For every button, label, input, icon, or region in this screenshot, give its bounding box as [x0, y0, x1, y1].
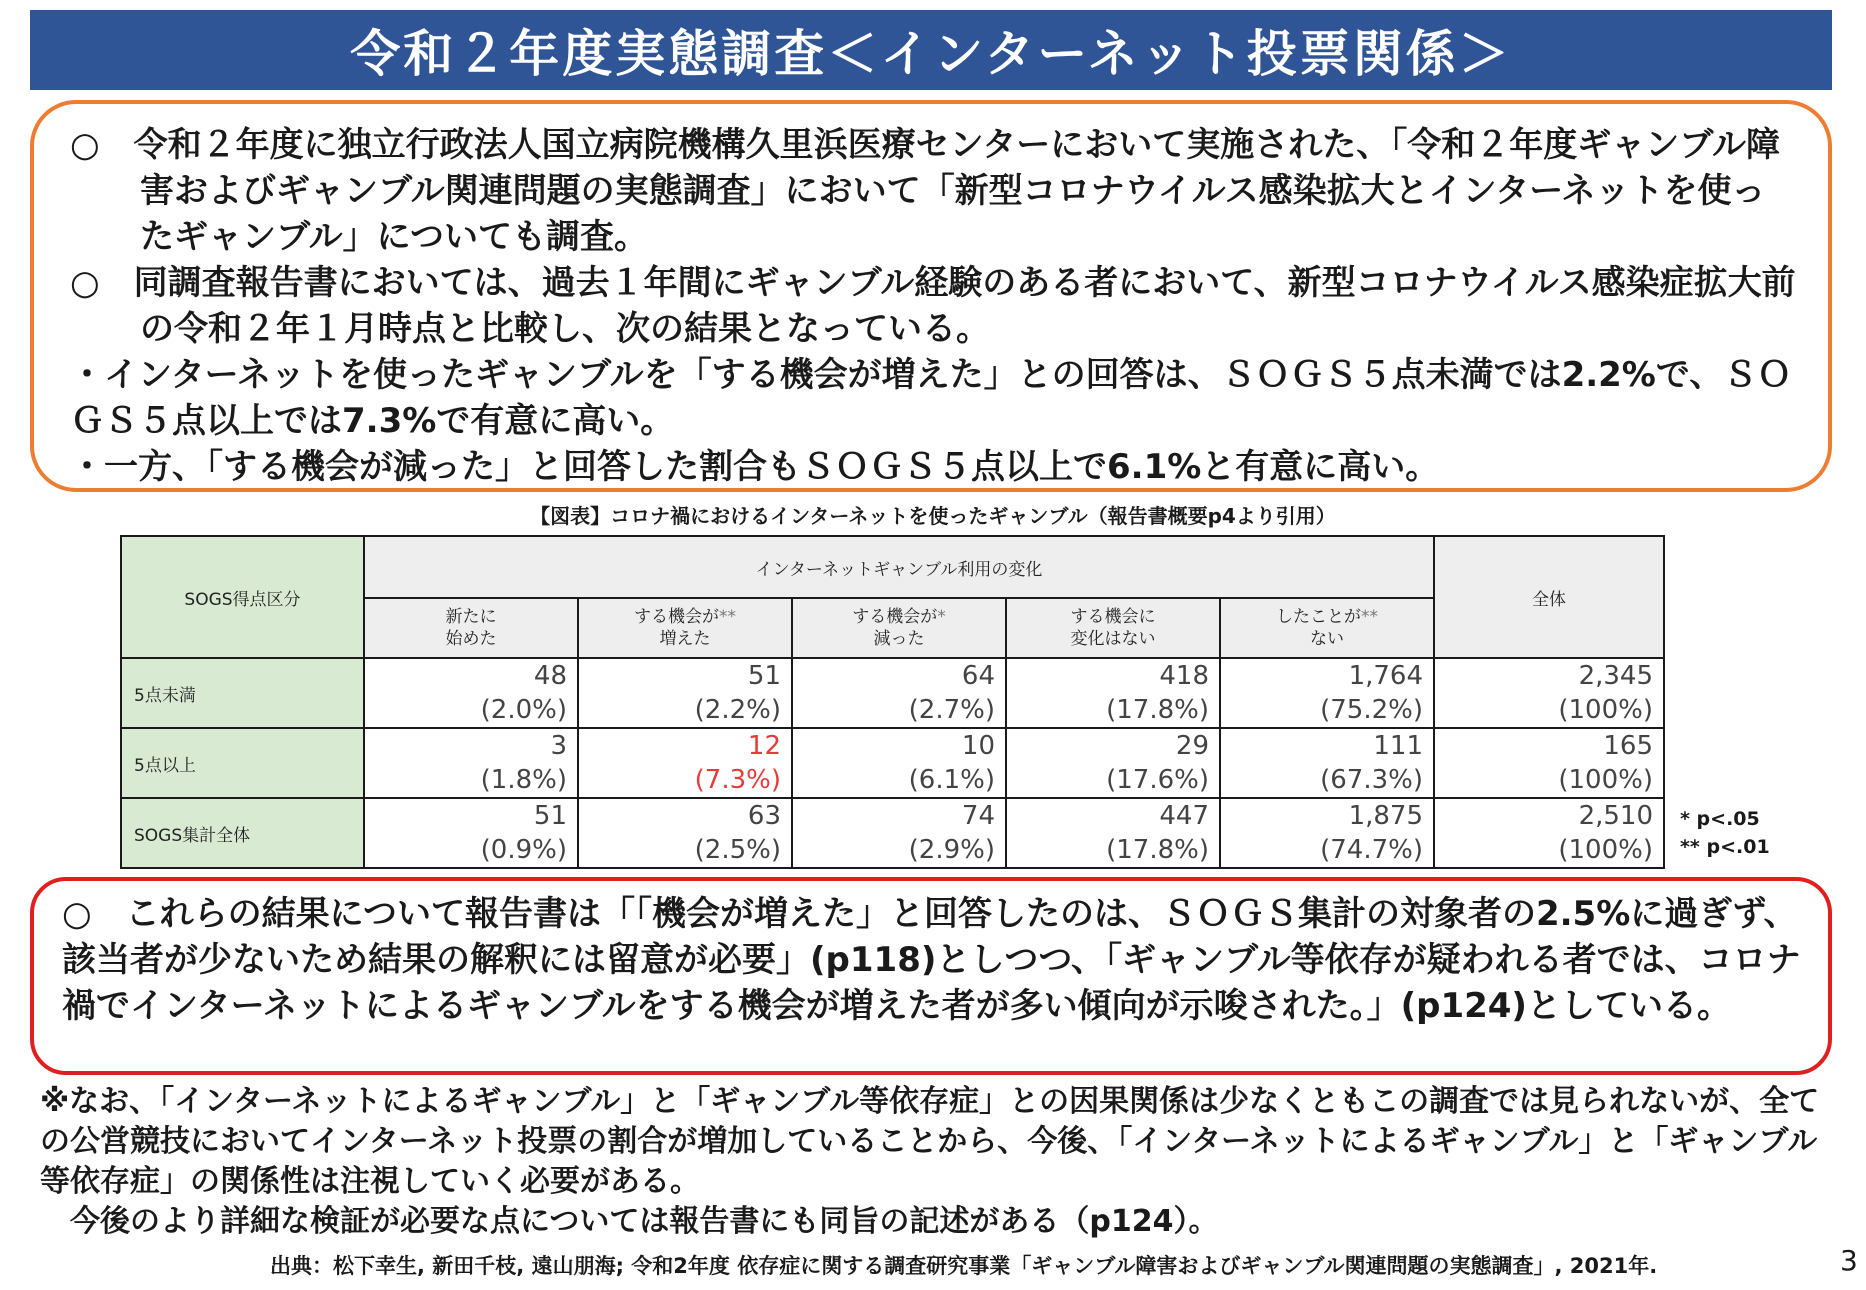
note-paragraph: ※なお、「インターネットによるギャンブル」と「ギャンブル等依存症」との因果関係は少なくともこの調査では見られないが、全ての公営競技においてインターネット投票の割合が増加していることから、今後、「インターネットによるギャンブル」と「ギャンブル等依存症」の関係性は注視していく必要がある。 [40, 1084, 1820, 1199]
table-cell: 29 (17.6%) [1006, 728, 1220, 798]
column-header: する機会が* 減った [792, 598, 1006, 658]
table-cell-highlighted: 12 (7.3%) [578, 728, 792, 798]
table-cell: 1,875 (74.7%) [1220, 798, 1434, 868]
results-table [120, 535, 1665, 869]
figure-caption: 【図表】コロナ禍におけるインターネットを使ったギャンブル（報告書概要p4より引用） [530, 504, 1336, 528]
slide-title: 令和２年度実態調査＜インターネット投票関係＞ [30, 10, 1832, 90]
header-usage-change: インターネットギャンブル利用の変化 [364, 536, 1434, 598]
row-label: 5点以上 [121, 728, 364, 798]
table-cell: 1,764 (75.2%) [1220, 658, 1434, 728]
summary-item-1: ○ 令和２年度に独立行政法人国立病院機構久里浜医療センターにおいて実施された、「令和２年度ギャンブル障害およびギャンブル関連問題の実態調査」において「新型コロナウイルス感染拡大とインターネットを使ったギャンブル」についても調査。 [70, 125, 1780, 257]
conclusion-text: ○ これらの結果について報告書は「「機会が増えた」と回答したのは、ＳＯＧＳ集計の対象者の2.5%に過ぎず、該当者が少ないため結果の解釈には留意が必要」(p118)としつつ、「ギャンブル等依存が疑われる者では、コロナ禍でインターネットによるギャンブルをする機会が増えた者が多い傾向が示唆された。」(p124)としている。 [62, 894, 1801, 1026]
table-cell: 418 (17.8%) [1006, 658, 1220, 728]
note-section [40, 1082, 1830, 1242]
table-cell: 48 (2.0%) [364, 658, 578, 728]
note-paragraph: 今後のより詳細な検証が必要な点については報告書にも同旨の記述がある（p124）。 [40, 1204, 1219, 1239]
table-cell: 63 (2.5%) [578, 798, 792, 868]
row-label: SOGS集計全体 [121, 798, 364, 868]
table-cell-total: 2,345 (100%) [1434, 658, 1664, 728]
table-cell: 111 (67.3%) [1220, 728, 1434, 798]
table-cell: 51 (0.9%) [364, 798, 578, 868]
column-header: する機会が** 増えた [578, 598, 792, 658]
table-cell-total: 165 (100%) [1434, 728, 1664, 798]
header-sogs-category: SOGS得点区分 [121, 536, 364, 658]
header-total: 全体 [1434, 536, 1664, 658]
row-label: 5点未満 [121, 658, 364, 728]
summary-item-4: ・一方、「する機会が減った」と回答した割合もＳＯＧＳ５点以上で6.1%と有意に高い。 [70, 447, 1440, 487]
table-cell: 3 (1.8%) [364, 728, 578, 798]
footnote-p05: * p<.05 [1680, 808, 1760, 830]
source-citation: 出典：松下幸生, 新田千枝, 遠山朋海; 令和2年度 依存症に関する調査研究事業「ギャンブル障害およびギャンブル関連問題の実態調査」, 2021年. [270, 1254, 1658, 1278]
table-row [121, 728, 1664, 798]
table-cell: 10 (6.1%) [792, 728, 1006, 798]
column-header: 新たに 始めた [364, 598, 578, 658]
summary-box [30, 100, 1832, 492]
column-header: したことが** ない [1220, 598, 1434, 658]
table-cell: 64 (2.7%) [792, 658, 1006, 728]
table-cell: 74 (2.9%) [792, 798, 1006, 868]
page-number: 3 [1840, 1244, 1858, 1277]
table-cell: 51 (2.2%) [578, 658, 792, 728]
table-cell: 447 (17.8%) [1006, 798, 1220, 868]
table-row [121, 798, 1664, 868]
footnote-p01: ** p<.01 [1680, 836, 1770, 858]
table-row [121, 658, 1664, 728]
table-cell-total: 2,510 (100%) [1434, 798, 1664, 868]
column-header: する機会に 変化はない [1006, 598, 1220, 658]
summary-item-3: ・インターネットを使ったギャンブルを「する機会が増えた」との回答は、ＳＯＧＳ５点未満では2.2%で、ＳＯＧＳ５点以上では7.3%で有意に高い。 [70, 355, 1792, 441]
summary-item-2: ○ 同調査報告書においては、過去１年間にギャンブル経験のある者において、新型コロナウイルス感染症拡大前の令和２年１月時点と比較し、次の結果となっている。 [70, 263, 1796, 349]
conclusion-box [30, 877, 1832, 1075]
